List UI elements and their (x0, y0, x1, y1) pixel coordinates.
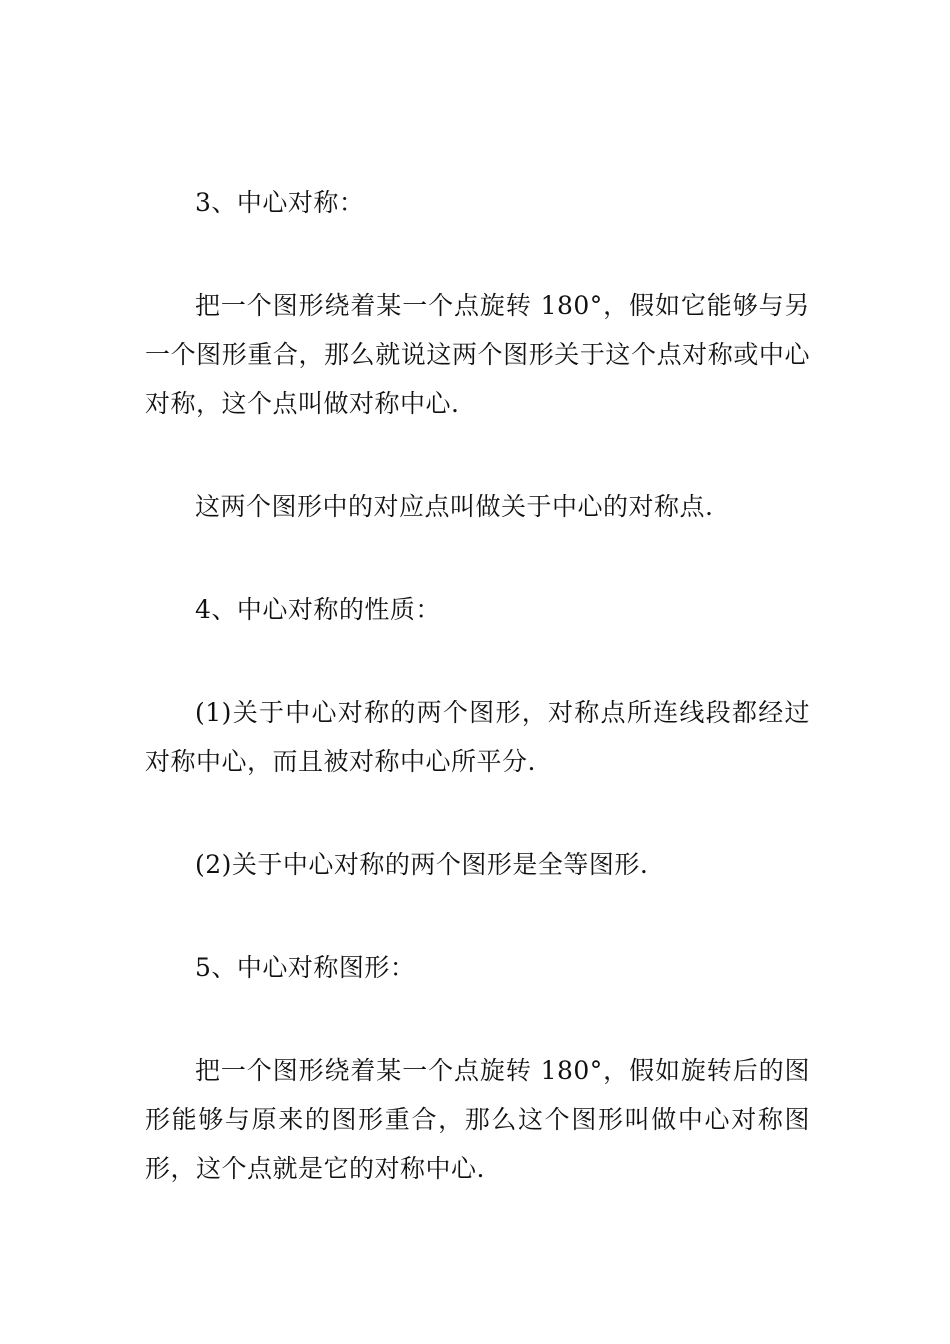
property-1: (1)关于中心对称的两个图形，对称点所连线段都经过对称中心，而且被对称中心所平分. (145, 698, 810, 776)
section-heading-4: 4、中心对称的性质： (195, 595, 441, 624)
section-heading-3: 3、中心对称： (195, 188, 365, 217)
definition-central-symmetry: 把一个图形绕着某一个点旋转 180°，假如它能够与另一个图形重合，那么就说这两个图形关于这个点对称或中心对称，这个点叫做对称中心. (145, 291, 810, 418)
document-body (145, 178, 810, 1193)
corresponding-points-note: 这两个图形中的对应点叫做关于中心的对称点. (195, 492, 714, 521)
section-heading-5: 5、中心对称图形： (195, 953, 416, 982)
property-2: (2)关于中心对称的两个图形是全等图形. (195, 850, 649, 879)
definition-centrally-symmetric-figure: 把一个图形绕着某一个点旋转 180°，假如旋转后的图形能够与原来的图形重合，那么这个图形叫做中心对称图形，这个点就是它的对称中心. (145, 1056, 810, 1183)
